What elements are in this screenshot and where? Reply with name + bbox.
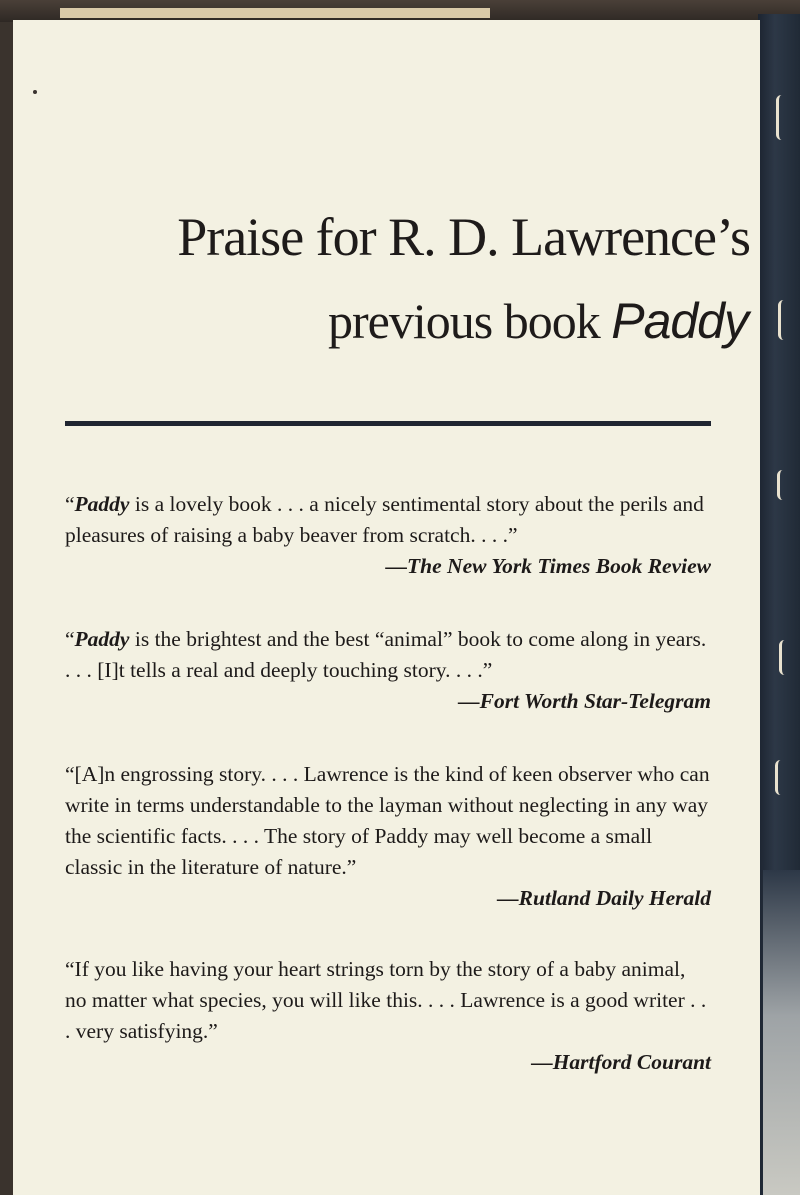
quote-text: “If you like having your heart strings torn by the story of a baby animal, no matter what species, you will like this. . . . Lawrence is a good writer . . . very satisfying.”	[65, 957, 707, 1043]
quote-attribution: —Hartford Courant	[531, 1050, 711, 1074]
spine-ornament-icon	[777, 470, 788, 500]
quote-text: “Paddy is a lovely book . . . a nicely sentimental story about the perils and pleasures of raising a baby beaver from scratch. . . .”	[65, 492, 704, 547]
page-edge	[60, 8, 490, 18]
praise-heading-line1: Praise for R. D. Lawrence’s	[177, 207, 750, 267]
review-quote-2	[65, 624, 711, 717]
book-title: Paddy	[611, 293, 748, 349]
quote-attribution: —Rutland Daily Herald	[497, 886, 711, 910]
spine-ornament-icon	[779, 640, 790, 675]
spine-illustration	[763, 870, 800, 1195]
praise-heading	[177, 206, 750, 268]
spine-ornament-icon	[776, 95, 787, 140]
divider-rule	[65, 421, 711, 426]
quote-attribution: —The New York Times Book Review	[385, 554, 711, 578]
review-quote-1	[65, 489, 711, 582]
speck	[33, 90, 37, 94]
spine-ornament-icon	[778, 300, 789, 340]
praise-subheading-prefix: previous book	[328, 293, 612, 349]
review-quote-4	[65, 954, 711, 1078]
quote-text: “Paddy is the brightest and the best “animal” book to come along in years. . . . [I]t tells a real and deeply touching story. . . .”	[65, 627, 707, 682]
quote-attribution: —Fort Worth Star-Telegram	[458, 689, 711, 713]
quote-title-word: Paddy	[74, 627, 130, 651]
quote-title-word: Paddy	[74, 492, 130, 516]
spine-ornament-icon	[775, 760, 786, 795]
quote-text: “[A]n engrossing story. . . . Lawrence is the kind of keen observer who can write in terms understandable to the layman without neglecting in any way the scientific facts. . . . The story of Paddy may well become a small classic in the literature of nature.”	[65, 762, 710, 879]
review-quote-3	[65, 759, 711, 914]
praise-subheading	[328, 292, 748, 350]
